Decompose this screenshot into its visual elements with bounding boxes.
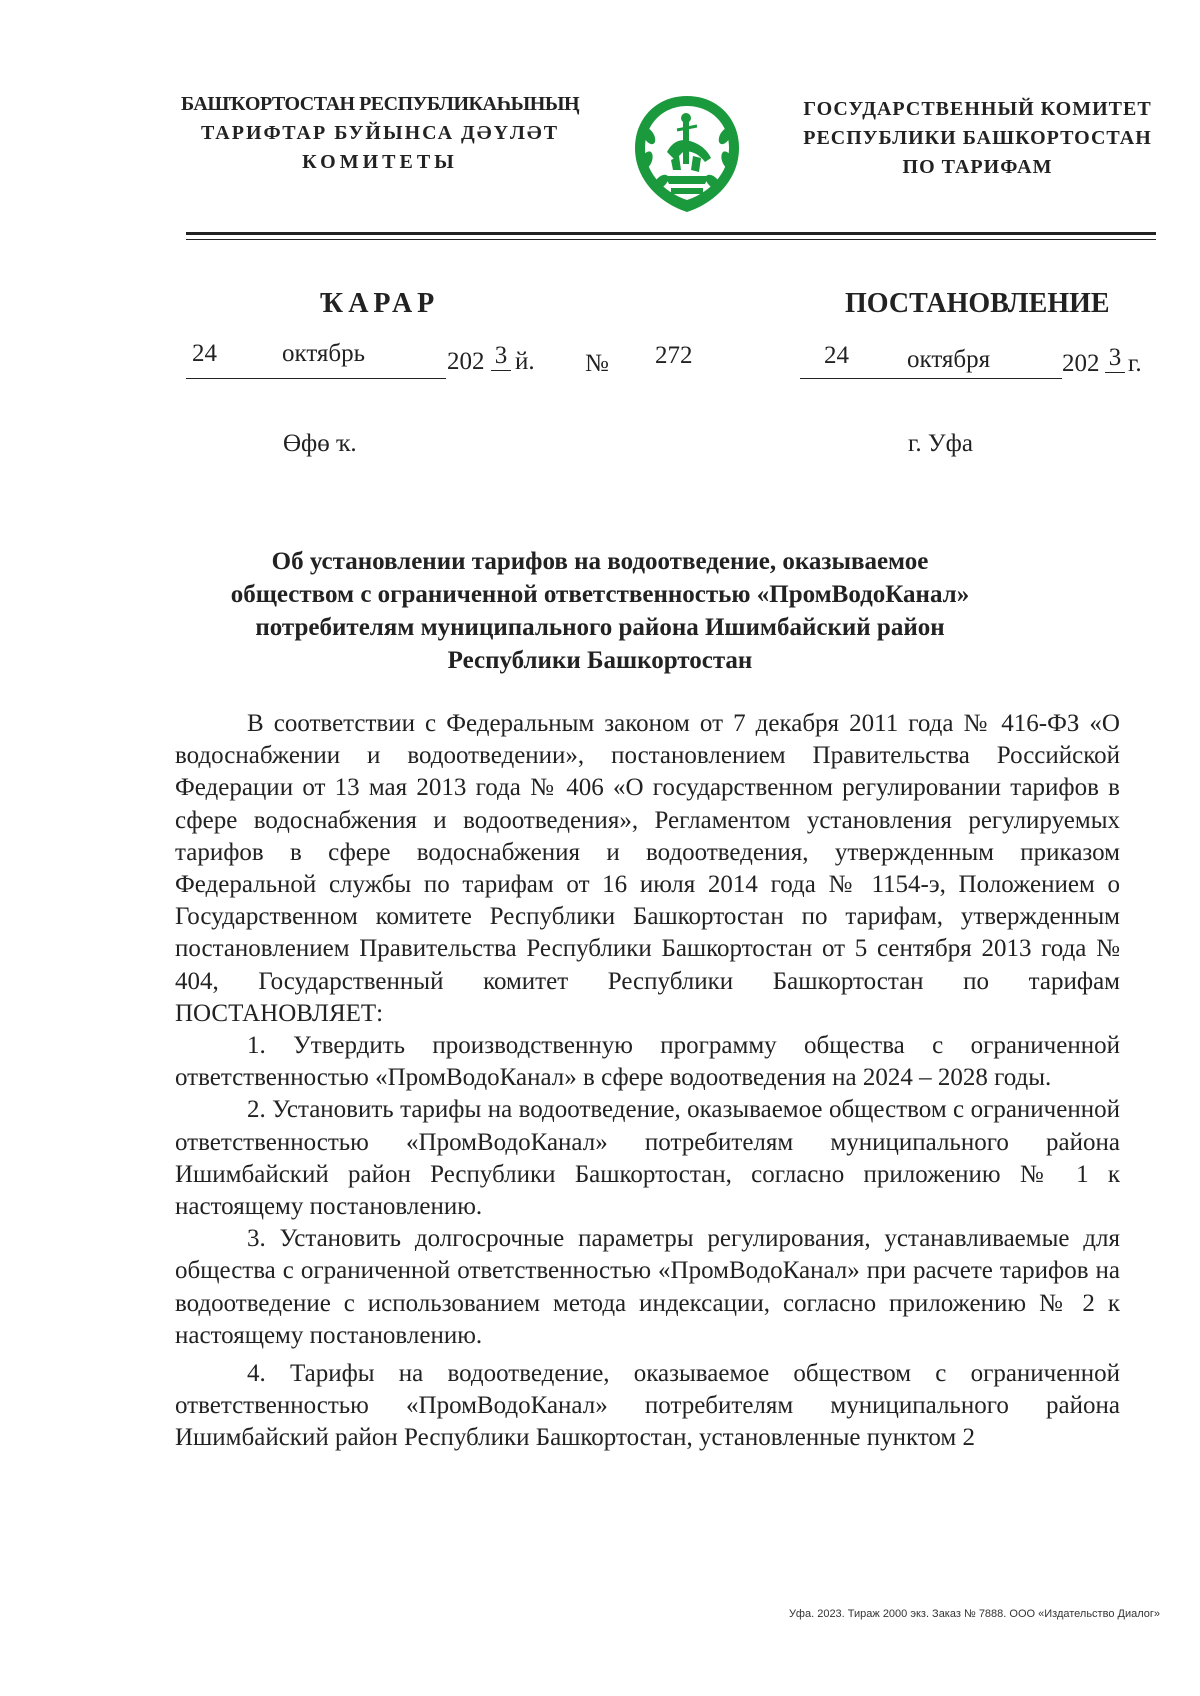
header-russian-line1: ГОСУДАРСТВЕННЫЙ КОМИТЕТ (803, 98, 1152, 120)
item-4-paragraph: 4. Тарифы на водоотведение, оказываемое обществом с ограниченной ответственностью «ПромВодоКанал» потребителям муниципального района Ишимбайский район Республики Башкортостан, установленные пунктом 2 (175, 1360, 1120, 1452)
left-date-year-prefix: 202 (447, 348, 485, 375)
place-russian: г. Уфа (908, 430, 973, 457)
document-body (175, 708, 1120, 1455)
left-date-day: 24 (192, 340, 217, 367)
place-bashkir: Өфө ҡ. (283, 430, 357, 457)
header-bashkir (175, 90, 585, 177)
right-date-month: октября (907, 346, 991, 373)
subject-line1: Об установлении тарифов на водоотведение, оказываемое (271, 548, 929, 575)
header-bashkir-line2: ТАРИФТАР БУЙЫНСА ДӘҮЛӘТ (200, 122, 560, 144)
item-2-paragraph: 2. Установить тарифы на водоотведение, оказываемое обществом с ограниченной ответственностью «ПромВодоКанал» потребителям муниципального района Ишимбайский район Республики Башкортостан, согласно приложению № 1 к настоящему постановлению. (175, 1096, 1120, 1221)
header-divider-thick (186, 232, 1156, 235)
item-1-paragraph: 1. Утвердить производственную программу общества с ограниченной ответственностью «ПромВодоКанал» в сфере водоотведения на 2024 – 2028 годы. (175, 1032, 1120, 1092)
doc-type-bashkir: ҠАРАР (320, 288, 440, 319)
item-3-paragraph: 3. Установить долгосрочные параметры регулирования, устанавливаемые для общества с ограниченной ответственностью «ПромВодоКанал» при расчете тарифов на водоотведение с использованием метода индексации, согласно приложению № 2 к настоящему постановлению. (175, 1225, 1120, 1349)
document-subject (200, 545, 1000, 677)
subject-line3: потребителям муниципального района Ишимбайский район (255, 614, 945, 641)
left-date-suffix: й. (515, 348, 535, 375)
doc-type-russian: ПОСТАНОВЛЕНИЕ (845, 288, 1110, 319)
left-date-month: октябрь (282, 340, 366, 367)
document-number: 272 (655, 342, 693, 369)
right-date-year-prefix: 202 (1062, 350, 1100, 377)
header-bashkir-line3: КОМИТЕТЫ (302, 151, 458, 173)
header-russian-line3: ПО ТАРИФАМ (902, 156, 1053, 178)
print-imprint: Уфа. 2023. Тираж 2000 экз. Заказ № 7888. ООО «Издательство Диалог» (788, 1608, 1160, 1620)
header-bashkir-line1: БАШҠОРТОСТАН РЕСПУБЛИКАҺЫНЫҢ (180, 93, 580, 115)
coat-of-arms-icon (627, 90, 747, 218)
header-divider-thin (186, 239, 1156, 240)
left-date-year-digit: 3 (491, 342, 511, 371)
header-russian-line2: РЕСПУБЛИКИ БАШКОРТОСТАН (803, 127, 1152, 149)
right-date-day: 24 (824, 342, 849, 369)
right-date-year-digit: 3 (1105, 344, 1125, 373)
number-sign: № (585, 350, 609, 377)
header-russian (795, 95, 1160, 182)
preamble-paragraph: В соответствии с Федеральным законом от 7 декабря 2011 года № 416-ФЗ «О водоснабжении и водоотведении», постановлением Правительства Российской Федерации от 13 мая 2013 года № 406 «О государственном регулировании тарифов в сфере водоснабжения и водоотведения», Регламентом установления регулируемых тарифов в сфере водоснабжения и водоотведения, утвержденным приказом Федеральной службы по тарифам от 16 июля 2014 года № 1154-э, Положением о Государственном комитете Республики Башкортостан по тарифам, утвержденным постановлением Правительства Республики Башкортостан от 5 сентября 2013 года № 404, Государственный комитет Республики Башкортостан по тарифам ПОСТАНОВЛЯЕТ: (175, 710, 1120, 1027)
subject-line2: обществом с ограниченной ответственностью «ПромВодоКанал» (230, 581, 970, 608)
right-date-suffix: г. (1128, 350, 1142, 377)
subject-line4: Республики Башкортостан (447, 647, 753, 674)
